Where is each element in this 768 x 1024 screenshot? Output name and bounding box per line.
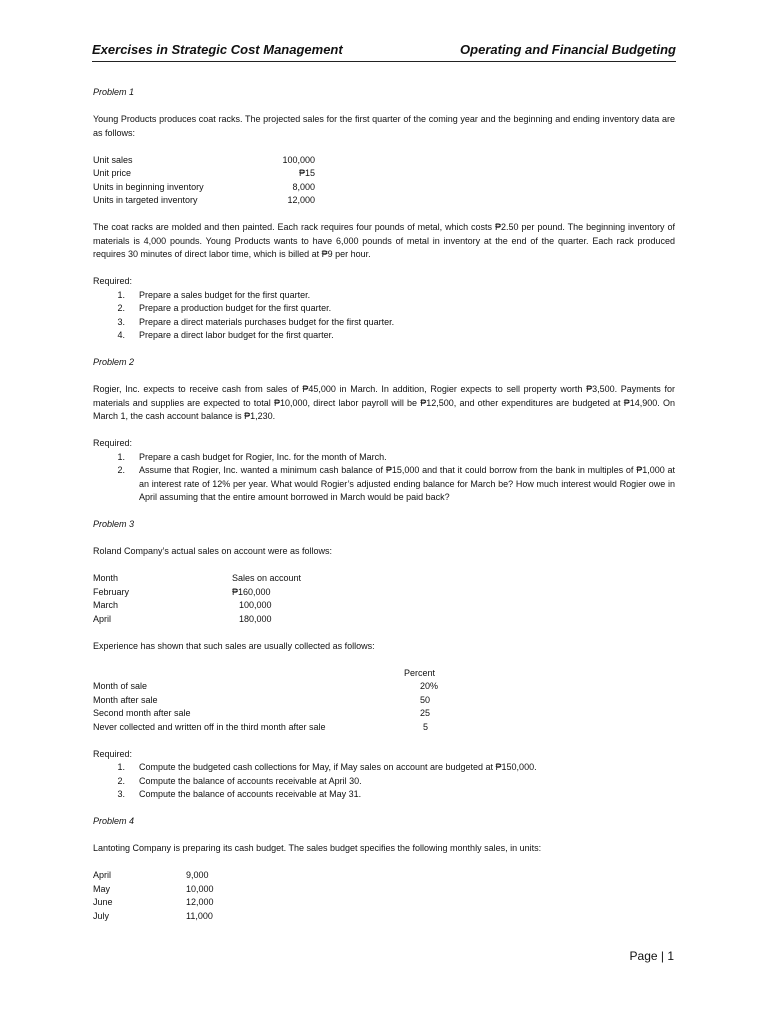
table-row: Second month after sale 25 (93, 708, 430, 718)
table-row: June 12,000 (93, 897, 214, 907)
problem-2-title: Problem 2 (93, 357, 135, 367)
problem-3-title: Problem 3 (93, 519, 135, 529)
problem-2-required-list (93, 451, 675, 505)
header-right-title: Operating and Financial Budgeting (460, 42, 676, 57)
list-item: 4. Prepare a direct labor budget for the first quarter. (117, 330, 334, 340)
table-header-row: Percent (403, 667, 435, 678)
problem-1-required-list (93, 289, 675, 343)
list-item: 1. Compute the budgeted cash collections for May, if May sales on account are budgeted at ₱150,000. (117, 762, 537, 772)
problem-1-required-label: Required: (93, 276, 133, 286)
table-row: Month of sale 20% (93, 681, 438, 691)
list-item: 1. Prepare a cash budget for Rogier, Inc. for the month of March. (117, 451, 387, 462)
list-item: 3. Compute the balance of accounts receivable at May 31. (117, 789, 362, 799)
table-row: July 11,000 (93, 910, 213, 921)
list-item: 2. Compute the balance of accounts receivable at April 30. (117, 775, 362, 786)
page-number: Page | 1 (629, 949, 674, 963)
problem-3-required-list (93, 761, 675, 802)
problem-1-paragraph-2: The coat racks are molded and then painted. Each rack requires four pounds of metal, which costs ₱2.50 per pound. The beginning inventory of materials is 4,000 pounds. Young Products wants to have 6,000 pounds of metal in inventory at the end of the quarter. Each rack produced requires 30 minutes of direct labor time, which is billed at ₱9 per hour. (93, 222, 675, 259)
table-row: Units in targeted inventory 12,000 (93, 195, 315, 205)
problem-1-title: Problem 1 (93, 87, 135, 97)
list-item: 1. Prepare a sales budget for the first quarter. (117, 289, 311, 300)
table-row: Units in beginning inventory 8,000 (93, 181, 315, 192)
table-row: Unit sales 100,000 (93, 154, 315, 165)
page-header (92, 42, 676, 62)
problem-3-required-label: Required: (93, 748, 133, 759)
problem-4-sales-table (93, 869, 675, 923)
problem-4-title: Problem 4 (93, 816, 135, 826)
table-header-row: Month Sales on account (93, 573, 302, 583)
problem-3-sales-table (93, 572, 675, 626)
problem-2-required-label: Required: (93, 438, 133, 448)
list-item: 2. Prepare a production budget for the first quarter. (117, 303, 332, 313)
table-row: February ₱160,000 (93, 586, 271, 597)
problem-3-paragraph-2: Experience has shown that such sales are usually collected as follows: (93, 640, 375, 651)
table-row: April 180,000 (93, 613, 272, 624)
problem-3-collection-table (93, 667, 675, 735)
problem-4-intro: Lantoting Company is preparing its cash budget. The sales budget specifies the following monthly sales, in units: (93, 843, 542, 853)
table-row: Never collected and written off in the third month after sale 5 (93, 721, 428, 732)
problem-3-intro: Roland Company’s actual sales on account were as follows: (93, 546, 332, 556)
list-item: 2. Assume that Rogier, Inc. wanted a minimum cash balance of ₱15,000 and that it could borrow from the bank in multiples of ₱1,000 at an interest rate of 12% per year. What would Rogier’s adjusted ending balance for March be? How much interest would Rogier owe in April assuming that the entire amount borrowed in March would be paid back? (117, 465, 675, 502)
problem-1-data-table (93, 154, 675, 208)
header-left-title: Exercises in Strategic Cost Management (92, 42, 343, 57)
table-row: May 10,000 (93, 883, 214, 894)
table-row: April 9,000 (93, 870, 209, 880)
list-item: 3. Prepare a direct materials purchases budget for the first quarter. (117, 316, 395, 327)
problem-1-intro: Young Products produces coat racks. The projected sales for the first quarter of the coming year and the beginning and ending inventory data are as follows: (93, 114, 675, 138)
table-row: Month after sale 50 (93, 694, 430, 705)
table-row: Unit price ₱15 (93, 168, 315, 178)
document-body (93, 86, 675, 923)
problem-2-intro: Rogier, Inc. expects to receive cash from sales of ₱45,000 in March. In addition, Rogier expects to sell property worth ₱3,500. Payments for materials and supplies are expected to total ₱10,000, direct labor payroll will be ₱12,500, and other expenditures are budgeted at ₱14,900. On March 1, the cash account balance is ₱1,230. (93, 384, 675, 421)
table-row: March 100,000 (93, 600, 272, 610)
